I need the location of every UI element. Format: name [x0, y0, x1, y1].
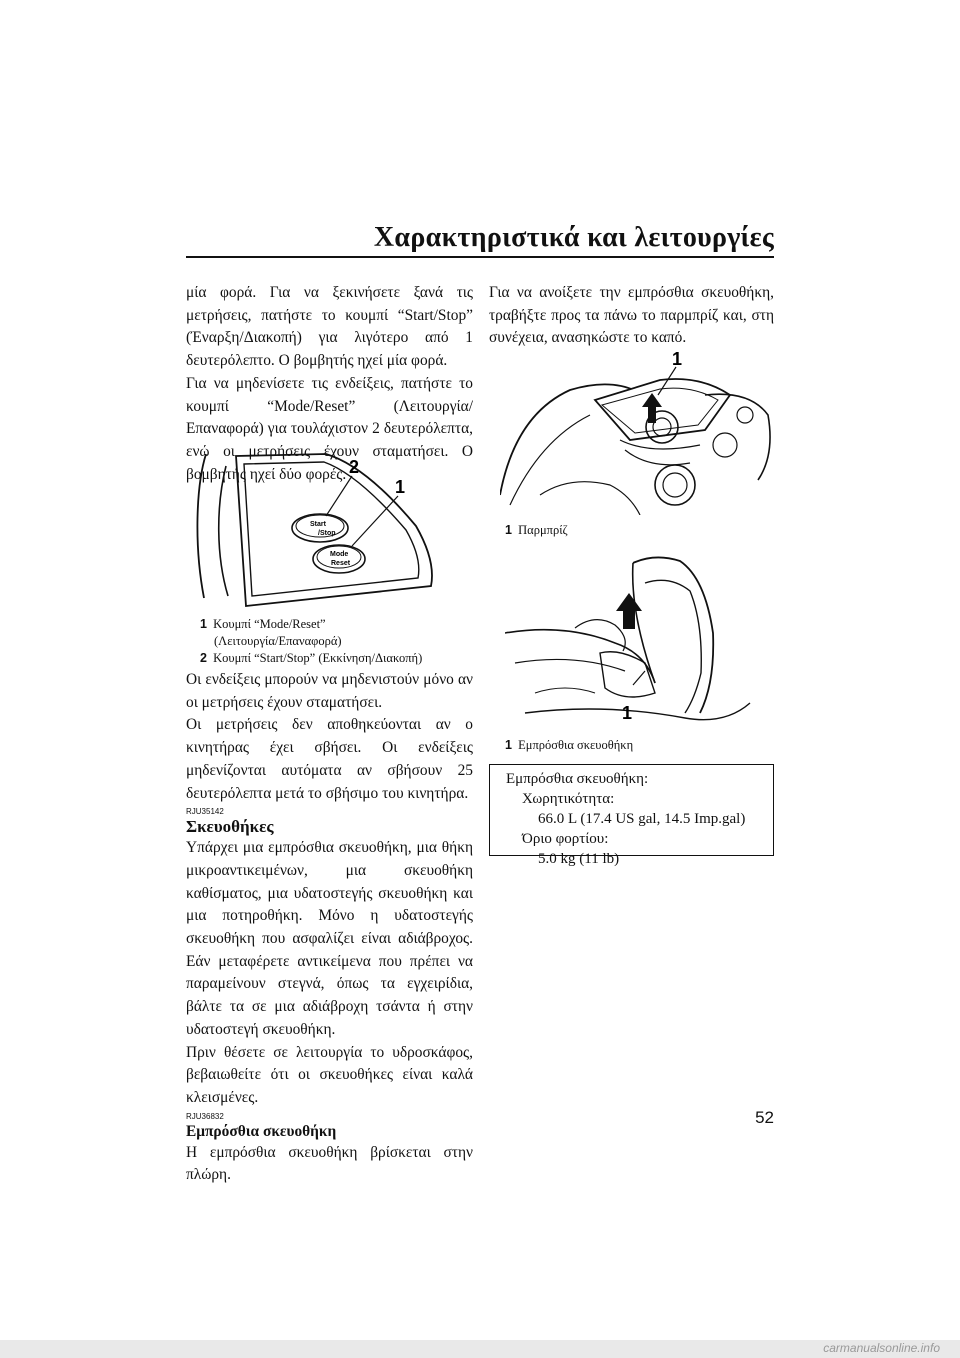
spec-title: Εμπρόσθια σκευοθήκη:	[506, 771, 649, 787]
watermark-text: carmanualsonline.info	[823, 1341, 940, 1355]
paragraph: Οι μετρήσεις δεν αποθηκεύονται αν ο κινητήρας έχει σβήσει. Οι ενδείξεις μηδενίζονται αυτόματα αν σβήσουν 25 δευτερόλεπτα μετά το σβήσιμο του κινητήρα.	[186, 716, 473, 802]
spec-capacity-value: 66.0 L (17.4 US gal, 14.5 Imp.gal)	[538, 811, 746, 827]
button-panel-illustration	[186, 446, 473, 614]
figure-caption: 1 Εμπρόσθια σκευοθήκη	[505, 738, 634, 752]
start-stop-button	[292, 514, 348, 542]
caption-item-continued: (Λειτουργία/Επαναφορά)	[214, 634, 342, 648]
page-number: 52	[755, 1108, 774, 1127]
callout-line	[633, 671, 645, 685]
figure-caption	[200, 616, 473, 667]
paragraph: Πριν θέσετε σε λειτουργία το υδροσκάφος, βεβαιωθείτε ότι οι σκευοθήκες είναι καλά κλεισμένες.	[186, 1043, 473, 1106]
callout-line	[352, 496, 398, 546]
paragraph: μία φορά. Για να ξεκινήσετε ξανά τις μετρήσεις, πατήστε το κουμπί “Start/Stop” (Έναρξη/Διακοπή) για λιγότερο από 1 δευτερόλεπτο. Ο βομβητής ηχεί μία φορά.	[186, 284, 473, 370]
page-title: Χαρακτηριστικά και λειτουργίες	[373, 222, 774, 253]
paragraph: Οι ενδείξεις μπορούν να μηδενιστούν μόνο αν οι μετρήσεις έχουν σταματήσει.	[186, 671, 473, 711]
stop-label: /Stop	[318, 530, 336, 537]
spec-capacity-label: Χωρητικότητα:	[522, 791, 615, 807]
footer-bar	[0, 1340, 960, 1358]
callout-number: 1	[672, 349, 683, 369]
paragraph: Για να μηδενίσετε τις ενδείξεις, πατήστε το κουμπί “Mode/Reset” (Λειτουργία/Επαναφορά) για τουλάχιστον 2 δευτερόλεπτα, ενώ οι μετρήσεις έχουν σταματήσει. Ο βομβητής ηχεί δύο φορές.	[186, 374, 473, 483]
caption-item: 1 Κουμπί “Mode/Reset”	[200, 617, 326, 631]
right-column-top	[489, 282, 774, 350]
reference-code: RJU36832	[186, 1111, 224, 1121]
spec-load-label: Όριο φορτίου:	[522, 831, 609, 847]
caption-item: 2 Κουμπί “Start/Stop” (Εκκίνηση/Διακοπή)	[200, 651, 423, 665]
callout-number: 1	[395, 477, 406, 497]
paragraph: Για να ανοίξετε την εμπρόσθια σκευοθήκη, τραβήξτε προς τα πάνω το παρμπρίζ και, στη συνέχεια, ανασηκώστε το καπό.	[489, 284, 774, 347]
specification-box	[489, 764, 774, 867]
start-label: Start	[310, 521, 326, 528]
front-storage-illustration	[505, 553, 765, 733]
left-column-bottom	[186, 669, 473, 1187]
callout-number: 1	[622, 703, 633, 723]
section-heading: Σκευοθήκες	[186, 817, 274, 837]
header-rule	[186, 256, 774, 258]
subsection-heading: Εμπρόσθια σκευοθήκη	[186, 1122, 337, 1140]
reset-label: Reset	[331, 560, 351, 567]
mode-label: Mode	[330, 551, 349, 558]
callout-number: 2	[349, 457, 360, 477]
windshield-illustration	[500, 345, 775, 515]
paragraph: Υπάρχει μια εμπρόσθια σκευοθήκη, μια θήκη μικροαντικειμένων, μια σκευοθήκη καθίσματος, μια υδατοστεγής σκευοθήκη και μια ποτηροθήκη. Μόνο η υδατοστεγής σκευοθήκη που ασφαλίζει είναι αδιάβροχος. Εάν μεταφέρετε αντικείμενα που πρέπει να παραμείνουν στεγνά, όπως τα εγχειρίδια, βάλτε τα σε μια αδιάβροχη τσάντα ή στην υδατοστεγή σκευοθήκη.	[186, 839, 473, 1038]
reference-code: RJU35142	[186, 807, 224, 817]
callout-line	[326, 476, 352, 516]
figure-caption: 1 Παρμπρίζ	[505, 523, 568, 537]
spec-load-value: 5.0 kg (11 lb)	[538, 851, 620, 867]
paragraph: Η εμπρόσθια σκευοθήκη βρίσκεται στην πλώρη.	[186, 1143, 473, 1184]
mode-reset-button	[313, 545, 365, 573]
